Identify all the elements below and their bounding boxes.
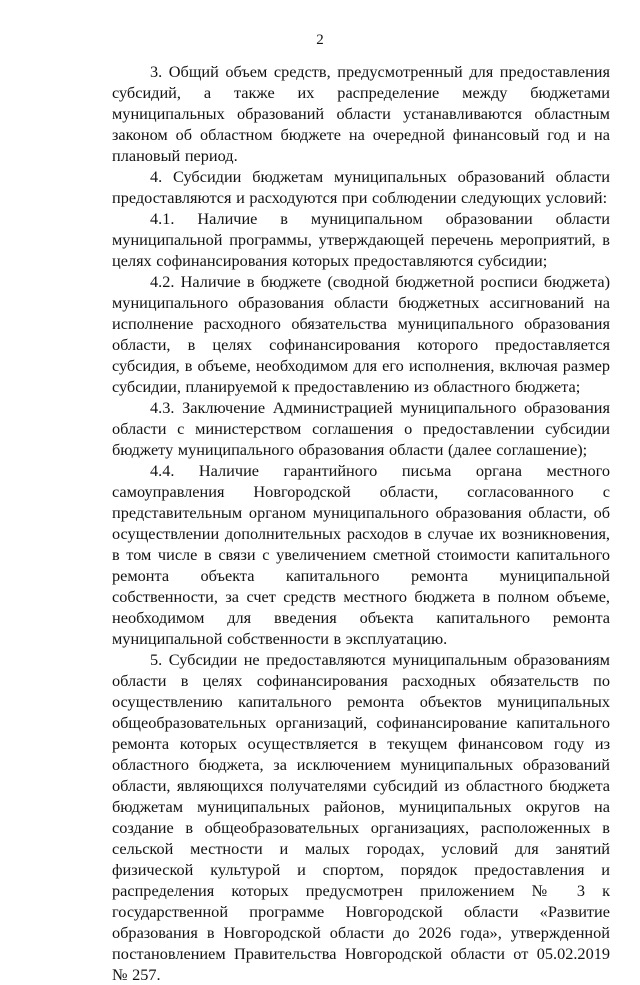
page-number: 2 <box>316 32 324 48</box>
paragraph-4-2: 4.2. Наличие в бюджете (сводной бюджетной росписи бюджета) муниципального образования области бюджетных ассигнований на исполнение расходного обязательства муниципального образования области, в целях софинансирования которого предоставляется субсидия, в объеме, необходимом для его исполнения, включая размер субсидии, планируемой к предоставлению из областного бюджета; <box>112 272 610 396</box>
document-body <box>112 61 610 985</box>
paragraph-4-4: 4.4. Наличие гарантийного письма органа местного самоуправления Новгородской области, согласованного с представительным органом муниципального образования области, об осуществлении дополнительных расходов в случае их возникновения, в том числе в связи с увеличением сметной стоимости капитального ремонта объекта капитального ремонта муниципальной собственности, за счет средств местного бюджета в полном объеме, необходимом для введения объекта капитального ремонта муниципальной собственности в эксплуатацию. <box>112 461 610 648</box>
paragraph-4-3: 4.3. Заключение Администрацией муниципального образования области с министерством соглашения о предоставлении субсидии бюджету муниципального образования области (далее соглашение); <box>112 398 610 459</box>
paragraph-4: 4. Субсидии бюджетам муниципальных образований области предоставляются и расходуются при соблюдении следующих условий: <box>112 167 610 207</box>
paragraph-5: 5. Субсидии не предоставляются муниципальным образованиям области в целях софинансирования расходных обязательств по осуществлению капитального ремонта объектов муниципальных общеобразовательных организаций, софинансирование капитального ремонта которых осуществляется в текущем финансовом году из областного бюджета, за исключением муниципальных образований области, являющихся получателями субсидий из областного бюджета бюджетам муниципальных районов, муниципальных округов на создание в общеобразовательных организациях, расположенных в сельской местности и малых городах, условий для занятий физической культурой и спортом, порядок предоставления и распределения которых предусмотрен приложением № 3 к государственной программе Новгородской области «Развитие образования в Новгородской области до 2026 года», утвержденной постановлением Правительства Новгородской области от 05.02.2019 № 257. <box>112 650 610 984</box>
paragraph-4-1: 4.1. Наличие в муниципальном образовании области муниципальной программы, утверждающей перечень мероприятий, в целях софинансирования которых предоставляются субсидии; <box>112 209 610 270</box>
paragraph-3: 3. Общий объем средств, предусмотренный для предоставления субсидий, а также их распределение между бюджетами муниципальных образований области устанавливаются областным законом об областном бюджете на очередной финансовый год и на плановый период. <box>112 62 610 165</box>
